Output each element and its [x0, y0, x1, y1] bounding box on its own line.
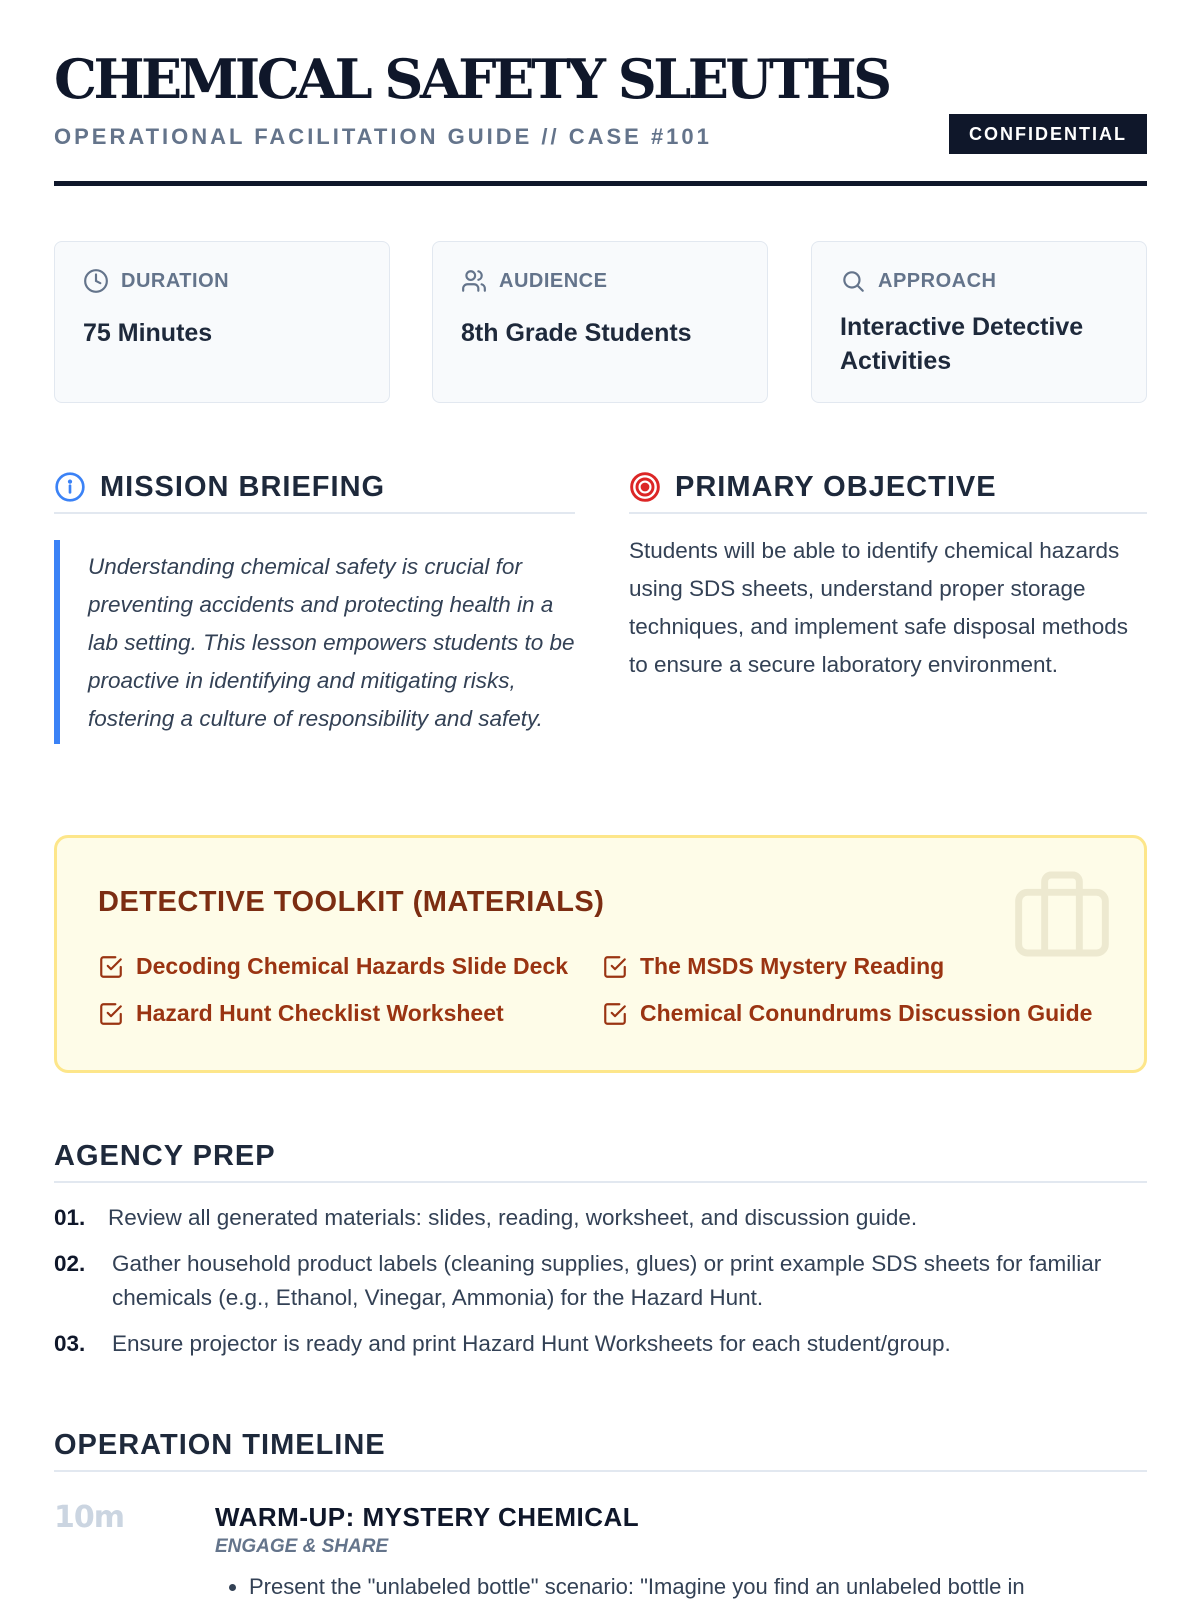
audience-card: [432, 241, 768, 403]
mission-briefing-heading: [54, 462, 575, 514]
mission-briefing-section: [54, 462, 575, 744]
target-icon: [629, 471, 661, 503]
prep-step-text: Ensure projector is ready and print Hazard Hunt Worksheets for each student/group.: [112, 1331, 951, 1356]
toolkit-item: [98, 1000, 504, 1027]
toolkit-title: DETECTIVE TOOLKIT (MATERIALS): [98, 886, 605, 918]
checkbox-checked-icon: [98, 1001, 124, 1027]
toolkit-item-label: Hazard Hunt Checklist Worksheet: [136, 1000, 504, 1026]
duration-value: 75 Minutes: [83, 319, 213, 347]
prep-step: [54, 1201, 1147, 1235]
mission-briefing-title: MISSION BRIEFING: [100, 470, 386, 503]
phase-title: WARM-UP: MYSTERY CHEMICAL: [215, 1502, 640, 1532]
toolkit-item: [602, 953, 944, 980]
info-cards: [54, 241, 1147, 403]
prep-step: [54, 1247, 1147, 1315]
toolkit-item: [98, 953, 568, 980]
toolkit-item-label: Decoding Chemical Hazards Slide Deck: [136, 953, 569, 979]
prep-step-text: Gather household product labels (cleaning supplies, glues) or print example SDS sheets for familiar chemicals (e.g., Ethanol, Vinegar, Ammonia) for the Hazard Hunt.: [112, 1251, 1102, 1310]
timeline-phase: [54, 1500, 1147, 1604]
search-icon: [840, 268, 866, 294]
duration-card: [54, 241, 390, 403]
mission-briefing-text: Understanding chemical safety is crucial for preventing accidents and protecting health in a lab setting. This lesson empowers students to be proactive in identifying and mitigating risks, fostering a culture of responsibility and safety.: [54, 540, 575, 744]
primary-objective-title: PRIMARY OBJECTIVE: [675, 470, 997, 503]
briefcase-icon: [1010, 866, 1114, 962]
detective-toolkit: [54, 835, 1147, 1073]
lesson-guide: [54, 0, 1147, 1599]
duration-label-row: [83, 268, 361, 294]
toolkit-item-label: Chemical Conundrums Discussion Guide: [640, 1000, 1093, 1026]
page-subtitle: OPERATIONAL FACILITATION GUIDE // CASE #101: [54, 124, 712, 149]
primary-objective-section: [629, 462, 1147, 684]
info-icon: [54, 471, 86, 503]
operation-timeline-section: [54, 1420, 1147, 1604]
approach-value: Interactive Detective Activities: [840, 313, 1084, 375]
prep-step: [54, 1327, 1147, 1361]
phase-duration: 10m: [54, 1500, 125, 1535]
agency-prep-heading: AGENCY PREP: [54, 1131, 1147, 1183]
approach-card: [811, 241, 1147, 403]
audience-label-row: [461, 268, 739, 294]
prep-list: [54, 1201, 1147, 1361]
page-title: CHEMICAL SAFETY SLEUTHS: [54, 47, 889, 111]
toolkit-item: [602, 1000, 1092, 1027]
phase-bullets: [215, 1570, 1147, 1604]
agency-prep-section: [54, 1131, 1147, 1373]
prep-step-number: 01.: [54, 1205, 86, 1230]
primary-objective-heading: [629, 462, 1147, 514]
checkbox-checked-icon: [98, 954, 124, 980]
toolkit-item-label: The MSDS Mystery Reading: [640, 953, 945, 979]
header: [54, 0, 1147, 186]
checkbox-checked-icon: [602, 954, 628, 980]
phase-body: [215, 1500, 1147, 1604]
confidential-badge: CONFIDENTIAL: [949, 114, 1147, 154]
audience-label: AUDIENCE: [499, 269, 608, 292]
users-icon: [461, 268, 487, 294]
approach-label: APPROACH: [878, 269, 997, 292]
phase-subtitle: ENGAGE & SHARE: [215, 1536, 389, 1557]
prep-step-number: 03.: [54, 1331, 86, 1356]
operation-timeline-heading: OPERATION TIMELINE: [54, 1420, 1147, 1472]
primary-objective-text: Students will be able to identify chemical hazards using SDS sheets, understand proper storage techniques, and implement safe disposal methods to ensure a secure laboratory environment.: [629, 538, 1129, 677]
clock-icon: [83, 268, 109, 294]
duration-label: DURATION: [121, 269, 230, 292]
prep-step-text: Review all generated materials: slides, reading, worksheet, and discussion guide.: [108, 1205, 918, 1230]
checkbox-checked-icon: [602, 1001, 628, 1027]
prep-step-number: 02.: [54, 1251, 86, 1276]
phase-bullet: • Present the "unlabeled bottle" scenario: "Imagine you find an unlabeled bottle in: [249, 1570, 1147, 1604]
audience-value: 8th Grade Students: [461, 319, 692, 347]
approach-label-row: [840, 268, 1118, 294]
